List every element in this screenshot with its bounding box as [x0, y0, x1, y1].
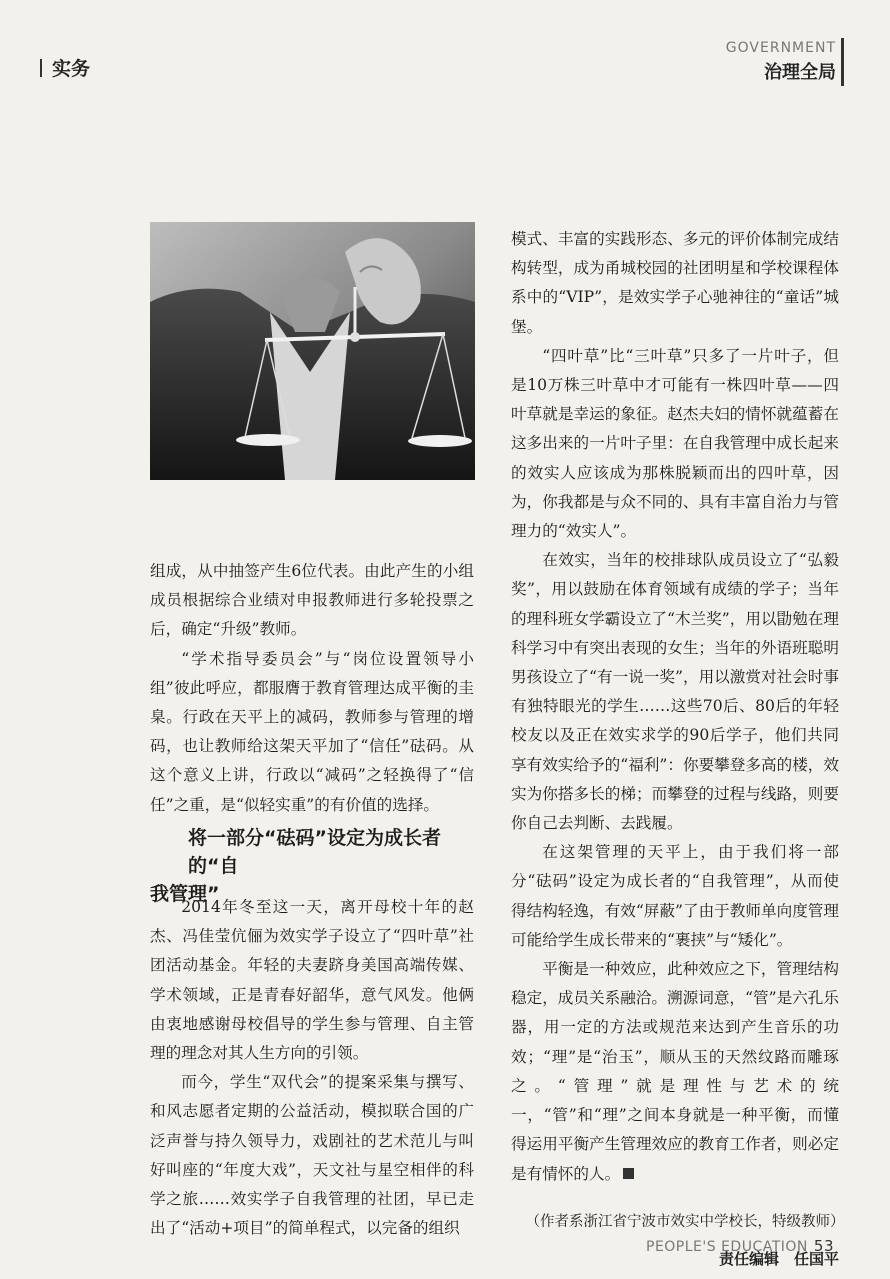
section-left-text: 实务 — [52, 58, 91, 80]
left-column-top — [150, 557, 474, 820]
section-label-right — [726, 40, 836, 84]
balance-scale-image — [150, 222, 475, 480]
page-number: 53 — [813, 1237, 834, 1255]
paragraph: 2014年冬至这一天，离开母校十年的赵杰、冯佳莹伉俪为效实学子设立了“四叶草”社团活动基金。年轻的夫妻跻身美国高端传媒、学术领域，正是青春好韶华，意气风发。他俩由衷地感谢母校倡导的学生参与管理、自主管理的理念对其人生方向的引领。 — [150, 898, 474, 1063]
paragraph: “四叶草”比“三叶草”只多了一片叶子，但是10万株三叶草中才可能有一株四叶草——四叶草就是幸运的象征。赵杰夫妇的情怀就蕴蓄在这多出来的一片叶子里：在自我管理中成长起来的效实人应该成为那株脱颖而出的四叶草，因为，你我都是与众不同的、具有丰富自治力与管理力的“效实人”。 — [511, 346, 839, 541]
paragraph: “学术指导委员会”与“岗位设置领导小组”彼此呼应，都服膺于教育管理达成平衡的圭臬。行政在天平上的减码，教师参与管理的增码，也让教师给这架天平加了“信任”砝码。从这个意义上讲，行政以“减码”之轻换得了“信任”之重，是“似轻实重”的有价值的选择。 — [150, 649, 474, 814]
section-divider — [40, 59, 42, 77]
section-label-left — [40, 54, 90, 81]
scale-photo — [150, 222, 475, 480]
page-footer — [646, 1237, 834, 1255]
heading-line-1: 将一部分“砝码”设定为成长者的“自 — [188, 827, 441, 877]
magazine-name: PEOPLE'S EDUCATION — [646, 1239, 808, 1255]
paragraph: 在效实，当年的校排球队成员设立了“弘毅奖”，用以鼓励在体育领域有成绩的学子；当年的理科班女学霸设立了“木兰奖”，用以勖勉在理科学习中有突出表现的女生；当年的外语班聪明男孩设立了“有一说一奖”，用以激赏对社会时事有独特眼光的学生……这些70后、80后的年轻校友以及正在效实求学的90后学子，他们共同享有效实给予的“福利”：你要攀登多高的楼，效实为你搭多长的梯；而攀登的过程与线路，则要你自己去判断、去践履。 — [511, 551, 839, 833]
editor-credit: 责任编辑 任国平 — [718, 1249, 839, 1268]
section-right-divider — [841, 38, 844, 86]
paragraph-final — [511, 955, 839, 1189]
heading-line-2: 我管理” — [150, 883, 220, 905]
paragraph: 而今，学生“双代会”的提案采集与撰写、和风志愿者定期的公益活动，模拟联合国的广泛声誉与持久领导力，戏剧社的艺术范儿与叫好叫座的“年度大戏”，天文社与星空相伴的科学之旅……效实学子自我管理的社团，早已走出了“活动+项目”的简单程式，以完备的组织 — [150, 1073, 474, 1238]
left-column-bottom — [150, 893, 474, 1243]
paragraph-text: 平衡是一种效应，此种效应之下，管理结构稳定，成员关系融洽。溯源词意，“管”是六孔乐器，用一定的方法或规范来达到产生音乐的功效；“理”是“治玉”，顺从玉的天然纹路而雕琢之。“管理”就是理性与艺术的统一，“管”和“理”之间本身就是一种平衡，而懂得运用平衡产生管理效应的教育工作者，则必定是有情怀的人。 — [511, 960, 839, 1183]
paragraph: 组成，从中抽签产生6位代表。由此产生的小组成员根据综合业绩对申报教师进行多轮投票之后，确定“升级”教师。 — [150, 562, 474, 639]
paragraph: 在这架管理的天平上，由于我们将一部分“砝码”设定为成长者的“自我管理”，从而使得结构轻逸，有效“屏蔽”了由于教师单向度管理可能给学生成长带来的“裹挟”与“矮化”。 — [511, 843, 839, 949]
paragraph: 模式、丰富的实践形态、多元的评价体制完成结构转型，成为甬城校园的社团明星和学校课程体系中的“VIP”，是效实学子心驰神往的“童话”城堡。 — [511, 230, 839, 336]
end-mark-icon — [623, 1168, 634, 1179]
right-column — [511, 225, 845, 1274]
section-en: GOVERNMENT — [725, 40, 836, 56]
author-note: （作者系浙江省宁波市效实中学校长，特级教师） — [525, 1213, 845, 1230]
section-zh: 治理全局 — [764, 62, 836, 83]
